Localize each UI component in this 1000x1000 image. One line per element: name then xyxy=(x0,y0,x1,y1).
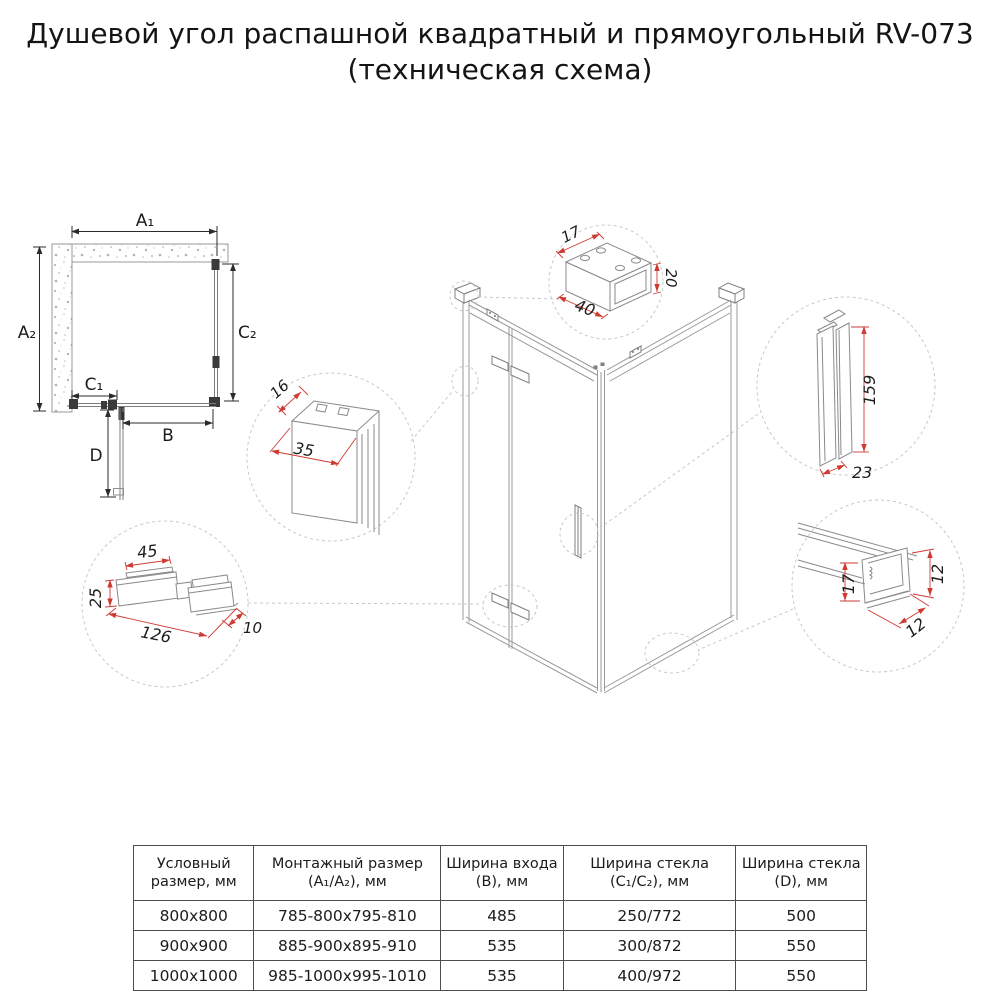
bracket-length-label: 40 xyxy=(572,295,598,321)
rail-height-label: 12 xyxy=(928,563,947,585)
table-row xyxy=(134,961,867,991)
detail-hinge xyxy=(86,541,262,647)
wall-profile-width-label: 35 xyxy=(292,438,316,461)
plan-top-wall xyxy=(52,244,228,262)
handle-width-label: 23 xyxy=(852,463,873,482)
detail-bracket xyxy=(556,222,680,320)
c2-label: C₂ xyxy=(238,323,257,343)
b-label: B xyxy=(162,426,174,446)
d-label: D xyxy=(89,446,103,466)
top-bar-right xyxy=(607,300,731,381)
hinge-thickness-label: 10 xyxy=(243,619,263,637)
corner-post xyxy=(594,363,605,693)
wall-profile-depth-label: 16 xyxy=(266,376,293,403)
bottom-rail-left xyxy=(466,617,597,693)
plan-right-glass xyxy=(215,262,218,402)
cell-glass-c: 400/972 xyxy=(563,961,736,991)
zone-bottom-hinge xyxy=(483,585,537,627)
detail-bottom-rail xyxy=(798,523,947,641)
a1-label: A₁ xyxy=(135,211,155,231)
table-row xyxy=(134,931,867,961)
rail-inner-height-label: 17 xyxy=(839,573,858,595)
cell-glass-d: 500 xyxy=(736,901,867,931)
leader-bottom-rail xyxy=(698,609,793,650)
col-header-glass-width-c: Ширина стекла (C₁/C₂), мм xyxy=(563,846,736,901)
col-header-nominal-size: Условный размер, мм xyxy=(134,846,254,901)
left-wall-profile-3d xyxy=(455,283,480,622)
table-row xyxy=(134,901,867,931)
cell-mounting: 985-1000x995-1010 xyxy=(254,961,441,991)
detail-handle xyxy=(817,310,879,482)
bottom-rail-right xyxy=(604,615,734,693)
plan-left-wall-profile xyxy=(69,399,78,409)
bracket-depth-label: 17 xyxy=(558,222,584,247)
leader-bracket xyxy=(478,297,559,299)
cell-mounting: 785-800x795-810 xyxy=(254,901,441,931)
title-line-1: Душевой угол распашной квадратный и прямоугольный RV-073 xyxy=(26,17,974,50)
leader-handle xyxy=(597,414,758,530)
col-header-mounting-size: Монтажный размер (A₁/A₂), мм xyxy=(254,846,441,901)
plan-left-wall xyxy=(52,244,72,412)
col-header-entry-width: Ширина входа (B), мм xyxy=(441,846,564,901)
isometric-view xyxy=(455,283,744,693)
detail-wall-profile xyxy=(267,376,379,535)
a2-label: A₂ xyxy=(17,323,37,343)
hinge-height-label: 25 xyxy=(86,587,105,609)
zone-wall-profile xyxy=(452,366,478,396)
cell-entry: 485 xyxy=(441,901,564,931)
size-table-header xyxy=(134,846,867,901)
plan-right-wall-profile xyxy=(212,259,220,270)
title-line-2: (техническая схема) xyxy=(347,53,653,86)
c1-label: C₁ xyxy=(84,375,104,395)
cell-glass-c: 250/772 xyxy=(563,901,736,931)
plan-view xyxy=(18,211,257,500)
leader-hinge xyxy=(248,603,483,604)
plan-bottom-glass xyxy=(72,404,216,407)
size-table xyxy=(133,845,867,991)
cell-glass-c: 300/872 xyxy=(563,931,736,961)
cell-mounting: 885-900x895-910 xyxy=(254,931,441,961)
plan-right-mid-clamp xyxy=(213,356,220,368)
plan-door-handle xyxy=(114,489,124,496)
hinge-length-label: 126 xyxy=(139,622,173,647)
cell-nominal: 800x800 xyxy=(134,901,254,931)
cell-glass-d: 550 xyxy=(736,961,867,991)
leader-wall-profile xyxy=(411,392,452,441)
handle-height-label: 159 xyxy=(860,374,879,406)
cell-nominal: 1000x1000 xyxy=(134,961,254,991)
col-header-glass-width-d: Ширина стекла (D), мм xyxy=(736,846,867,901)
cell-entry: 535 xyxy=(441,931,564,961)
right-wall-profile-3d xyxy=(719,283,744,620)
rail-depth-label: 12 xyxy=(901,613,930,642)
door-hinge-top-3d xyxy=(492,356,529,383)
hinge-top-width-label: 45 xyxy=(136,540,159,563)
cell-glass-d: 550 xyxy=(736,931,867,961)
cell-entry: 535 xyxy=(441,961,564,991)
door-hinge-bottom-3d xyxy=(492,593,529,620)
plan-corner-block xyxy=(209,397,220,407)
cell-nominal: 900x900 xyxy=(134,931,254,961)
bracket-height-label: 20 xyxy=(662,268,680,288)
glass-clip-left xyxy=(487,309,498,321)
